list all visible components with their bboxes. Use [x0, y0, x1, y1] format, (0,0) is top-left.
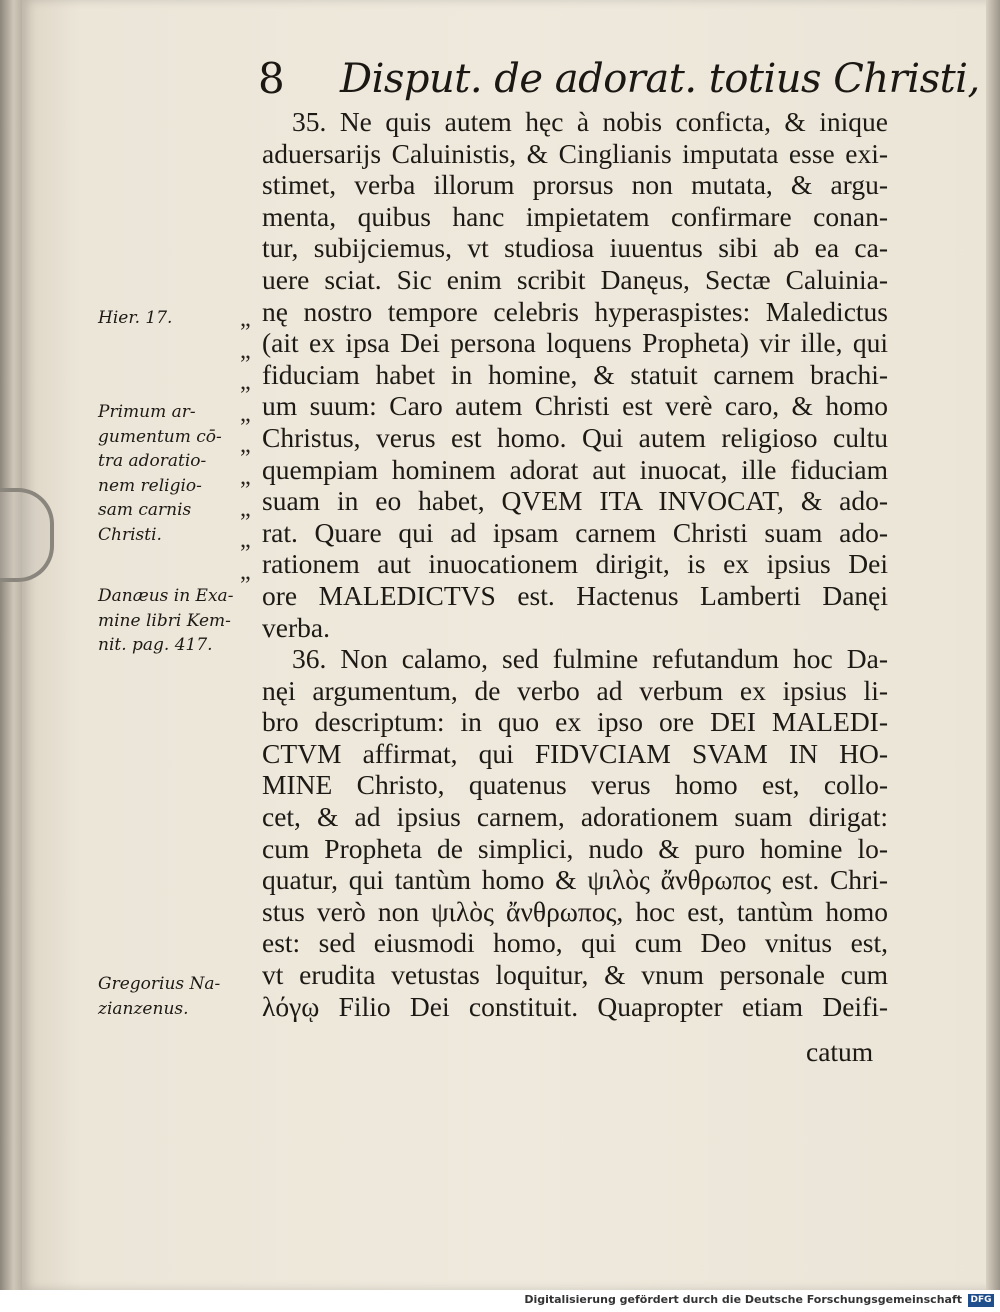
page-clip — [0, 488, 54, 582]
quote-mark: „ — [240, 400, 251, 427]
text-line: ore MALEDICTVS est. Hactenus Lamberti Danęi — [262, 579, 888, 611]
text-line: stimet, verba illorum prorsus non mutata, & argu- — [262, 169, 888, 201]
text-line: fiduciam habet in homine, & statuit carnem brachi- — [262, 358, 888, 390]
text-line: cet, & ad ipsius carnem, adorationem suam dirigat: — [262, 801, 888, 833]
margin-note-line: Primum ar- — [98, 402, 196, 422]
text-line: um suum: Caro autem Christi est verè caro, & homo — [262, 390, 888, 422]
text-line: stus verò non ψιλὸς ἄνθρωπος, hoc est, tantùm homo — [262, 895, 888, 927]
text-line: bro descriptum: in quo ex ipso ore DEI MALEDI- — [262, 706, 888, 738]
page-header — [258, 54, 980, 110]
quote-mark: „ — [240, 337, 251, 364]
text-line: tur, subijciemus, vt studiosa iuuentus sibi ab ea ca- — [262, 232, 888, 264]
quote-mark: „ — [240, 369, 251, 396]
main-text — [262, 106, 888, 1022]
text-line: cum Propheta de simplici, nudo & puro homine lo- — [262, 832, 888, 864]
margin-note-line: Hier. 17. — [98, 308, 173, 328]
margin-note-line: nit. pag. 417. — [98, 635, 213, 655]
text-line: 36. Non calamo, sed fulmine refutandum hoc Da- — [292, 643, 888, 675]
quote-mark: „ — [240, 527, 251, 554]
footer-bar — [0, 1290, 1000, 1312]
running-title: Disput. de adorat. totius Christi, — [340, 56, 980, 102]
funding-credit: Digitalisierung gefördert durch die Deutsche Forschungsgemeinschaft — [524, 1293, 962, 1306]
text-line: est: sed eiusmodi homo, qui cum Deo vnitus est, — [262, 927, 888, 959]
quote-mark: „ — [240, 463, 251, 490]
margin-note-line: Christi. — [98, 524, 162, 545]
text-line: quempiam hominem adorat aut inuocat, ille fiduciam — [262, 453, 888, 485]
text-line: nę nostro tempore celebris hyperaspistes: Maledictus — [262, 295, 888, 327]
margin-note-gregorius — [98, 972, 258, 1021]
text-line: menta, quibus hanc impietatem confirmare conan- — [262, 200, 888, 232]
text-line: nęi argumentum, de verbo ad verbum ex ipsius li- — [262, 674, 888, 706]
margin-note-line: mine libri Kem- — [98, 610, 231, 631]
margin-note-hier — [98, 306, 258, 331]
margin-note-line: tra adoratio- — [98, 451, 207, 471]
quote-mark: „ — [240, 432, 251, 459]
text-line: MINE Christo, quatenus verus homo est, collo- — [262, 769, 888, 801]
quote-mark: „ — [240, 495, 251, 522]
text-line: (ait ex ipsa Dei persona loquens Propheta) vir ille, qui — [262, 327, 888, 359]
margin-note-line: sam carnis — [98, 500, 192, 520]
margin-note-danaeus — [98, 584, 258, 658]
text-line: uere sciat. Sic enim scribit Danęus, Sectæ Caluinia- — [262, 263, 888, 295]
margin-note-line: gumentum cō- — [98, 426, 222, 447]
text-line: quatur, qui tantùm homo & ψιλὸς ἄνθρωπος est. Chri- — [262, 864, 888, 896]
margin-note-line: Danæus in Exa- — [98, 586, 234, 606]
text-line: rat. Quare qui ad ipsam carnem Christi suam ado- — [262, 516, 888, 548]
margin-note-line: Gregorius Na- — [98, 974, 221, 994]
quote-mark: „ — [240, 558, 251, 585]
catchword: catum — [806, 1036, 874, 1067]
text-line: verba. — [262, 611, 330, 643]
margin-note-primum-argumentum — [98, 400, 258, 547]
margin-note-line: zianzenus. — [98, 998, 189, 1019]
text-line: suam in eo habet, QVEM ITA INVOCAT, & ado- — [262, 485, 888, 517]
text-line: 35. Ne quis autem hęc à nobis conficta, & inique — [292, 106, 888, 137]
text-line: λόγῳ Filio Dei constituit. Quapropter etiam Deifi- — [262, 990, 888, 1022]
text-line: rationem aut inuocationem dirigit, is ex ipsius Dei — [262, 548, 888, 580]
text-line: Christus, verus est homo. Qui autem religioso cultu — [262, 421, 888, 453]
page-number: 8 — [258, 54, 285, 103]
text-line: CTVM affirmat, qui FIDVCIAM SVAM IN HO- — [262, 737, 888, 769]
page-right-edge — [986, 0, 1000, 1290]
text-line: aduersarijs Caluinistis, & Cinglianis imputata esse exi- — [262, 137, 888, 169]
dfg-logo-icon: DFG — [968, 1294, 994, 1307]
quote-mark: „ — [240, 306, 251, 332]
text-line: vt erudita vetustas loquitur, & vnum personale cum — [262, 959, 888, 991]
margin-note-line: nem religio- — [98, 475, 202, 496]
